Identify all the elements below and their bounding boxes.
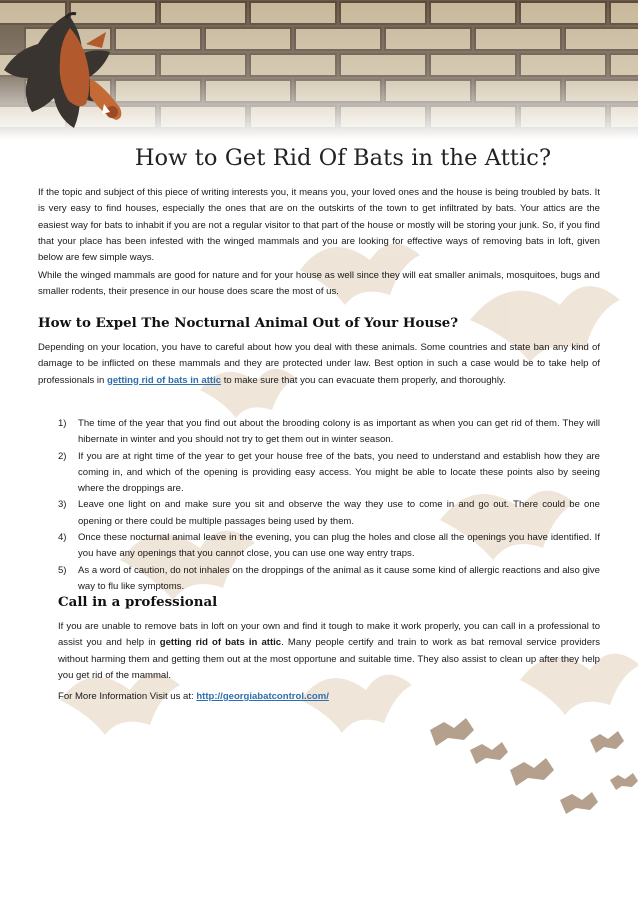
list-item-text: If you are at right time of the year to get your house free of the bats, you need to understand and establish how they are coming in, and which of the opening is providing easy access. You might be able to locate these points also by seeing where the droppings are. xyxy=(78,450,600,495)
list-item xyxy=(58,563,600,596)
page-title: How to Get Rid Of Bats in the Attic? xyxy=(134,145,552,171)
footer-info xyxy=(58,689,329,705)
section-professional-paragraph xyxy=(58,619,600,684)
getting-rid-of-bats-link[interactable]: getting rid of bats in attic xyxy=(107,374,222,386)
list-item-number: 5) xyxy=(58,564,67,576)
intro-paragraph-1: If the topic and subject of this piece of writing interests you, it means you, your loved ones and the house is being troubled by bats. It is very easy to find houses, especially the ones that are on the outskirts of the town to get infiltrated by bats. Your attics are the easiest way for bats to inhabit if you are not a regular visitor to that part of the house or mostly will be storing your junk. So, if you find that your place has been infested with the winged mammals and you are looking for effective ways of removing bats in loft, given below are few simple ways. xyxy=(38,187,600,264)
list-item xyxy=(58,530,600,563)
list-item-number: 4) xyxy=(58,532,67,544)
section-professional-text-after: . Many people certify and train to work as bat removal service providers without harming them and getting them out at the most opportune and suitable time. They also assist to clean up after they help you get rid of the mammal. xyxy=(58,637,601,681)
section-heading-professional: Call in a professional xyxy=(58,594,218,610)
footer-website-link[interactable]: http://georgiabatcontrol.com/ xyxy=(196,691,329,702)
intro-paragraph-2: While the winged mammals are good for nature and for your house as well since they will eat smaller animals, mosquitoes, bugs and smaller rodents, their presence in our house does scare the most of us. xyxy=(38,270,600,298)
list-item-number: 2) xyxy=(58,450,67,462)
list-item-number: 1) xyxy=(58,418,67,429)
list-item-text: Leave one light on and make sure you sit and observe the way they use to come in and go out. There could be one opening or there could be multiple passages being used by them. xyxy=(78,499,600,527)
section-expel-text-before: Depending on your location, you have to careful about how you deal with these animals. Some countries and state ban any kind of damage to be inflicted on these mammals and they are protected under law. Best option in such a case would be to take help of professionals in xyxy=(38,342,600,386)
list-item-number: 3) xyxy=(58,499,67,511)
section-heading-expel: How to Expel The Nocturnal Animal Out of Your House? xyxy=(38,315,459,331)
steps-list xyxy=(58,416,600,595)
list-item xyxy=(58,497,600,530)
list-item-text: The time of the year that you find out about the brooding colony is as important as when you can get rid of them. They will hibernate in winter and you should not try to get them out in winter season. xyxy=(78,418,600,446)
section-expel-text-after: to make sure that you can evacuate them properly, and thoroughly. xyxy=(223,374,506,386)
footer-label: For More Information Visit us at: xyxy=(58,691,194,702)
section-professional-text-before: If you are unable to remove bats in loft on your own and find it tough to make it work properly, you can call in a professional to assist you and help in xyxy=(58,621,600,649)
section-professional-bold-phrase: getting rid of bats in attic xyxy=(159,637,282,649)
list-item xyxy=(58,416,600,449)
list-item-text: Once these nocturnal animal leave in the evening, you can plug the holes and close all the openings you have identified. If you have any openings that you cannot close, you can use one way entry traps. xyxy=(78,532,600,560)
list-item xyxy=(58,449,600,498)
list-item-text: As a word of caution, do not inhales on the droppings of the animal as it cause some kind of allergic reactions and also give way to flu like symptoms. xyxy=(78,564,600,592)
section-expel-paragraph xyxy=(38,340,600,389)
